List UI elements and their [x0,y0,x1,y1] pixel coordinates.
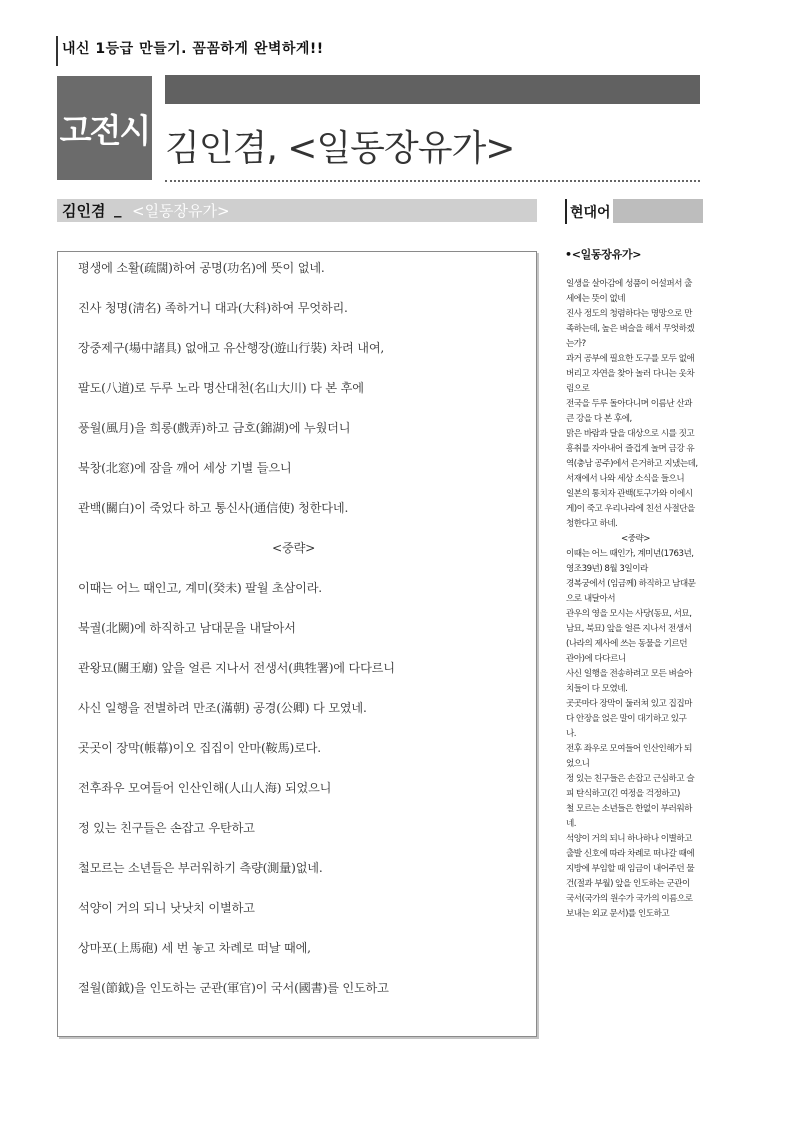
modern-line: 다 안장을 얹은 말이 대기하고 있구 [566,714,687,724]
modern-header-rule [565,199,567,224]
modern-line: 역(충남 공주)에서 은거하고 지냈는데, [566,459,698,469]
poem-line: 풍월(風月)을 희롱(戲弄)하고 금호(錦湖)에 누웠더니 [78,421,351,435]
poem-line: 관왕묘(關王廟) 앞을 얼른 지나서 전생서(典牲署)에 다다르니 [78,661,395,675]
modern-omission-mark: <중략> [621,534,651,544]
poem-line: 절월(節鉞)을 인도하는 군관(軍官)이 국서(國書)를 인도하고 [78,981,389,995]
modern-line: 영조39년) 8월 3일이라 [566,564,648,574]
modern-line: 림으로 [566,384,590,394]
header-slogan: 내신 1등급 만들기. 꼼꼼하게 완벽하게!! [62,41,324,57]
modern-header-bar [613,199,703,223]
modern-line: 국서(국가의 원수가 국가의 이름으로 [566,894,693,904]
section-separator: _ [114,200,122,218]
modern-line: 정 있는 친구들은 손잡고 근심하고 슬 [566,774,695,784]
modern-line: 철 모르는 소년들은 한없이 부러워하 [566,804,692,814]
modern-line: 경복궁에서 (임금께) 하직하고 남대문 [566,579,696,589]
modern-line: 곳곳마다 장막이 둘러쳐 있고 집집마 [566,699,692,709]
modern-line: 치들이 다 모였네. [566,684,628,694]
modern-line: 일본의 통치자 관백(토구가와 이에시 [566,489,693,499]
poem-line: 관백(關白)이 죽었다 하고 통신사(通信使) 청한다네. [78,501,349,515]
category-badge: 고전시 [57,76,152,180]
modern-line: (나라의 제사에 쓰는 동물을 기르던 [566,639,688,649]
title-divider [165,180,700,182]
modern-line: 서재에서 나와 세상 소식을 들으니 [566,474,685,484]
poem-line: 이때는 어느 때인고, 계미(癸未) 팔월 초삼이라. [78,581,322,595]
modern-line: 남묘, 북묘) 앞을 얼른 지나서 전생서 [566,624,692,634]
modern-line: 으로 내달아서 [566,594,616,604]
modern-line: 세에는 뜻이 없네 [566,294,626,304]
modern-line: 사신 일행을 전송하려고 모든 벼슬아 [566,669,692,679]
poem-line: 석양이 거의 되니 낫낫치 이별하고 [78,901,255,915]
poem-line: 정 있는 친구들은 손잡고 우탄하고 [78,821,255,835]
poem-line: 사신 일행을 전별하려 만조(滿朝) 공경(公卿) 다 모였네. [78,701,367,715]
modern-line: 과거 공부에 필요한 도구를 모두 없애 [566,354,695,364]
modern-heading: •<일동장유가> [565,248,642,261]
section-work-title: <일동장유가> [132,202,230,220]
poem-line: 철모르는 소년들은 부러워하기 측량(測量)없네. [78,861,323,875]
modern-line: 건(절과 부월) 앞을 인도하는 군관이 [566,879,690,889]
modern-translation-label: 현대어 [570,205,611,221]
modern-line: 지방에 부임할 때 임금이 내어주던 물 [566,864,695,874]
poem-box [57,251,537,1037]
modern-line: 관우의 영을 모시는 사당(동묘, 서묘, [566,609,692,619]
modern-line: 전후 좌우로 모여들어 인산인해가 되 [566,744,692,754]
title-bar [165,75,700,104]
modern-line: 버리고 자연을 찾아 놀러 다니는 옷차 [566,369,695,379]
modern-line: 는가? [566,339,586,349]
section-author: 김인겸 [62,202,106,220]
poem-line: 평생에 소활(疏闊)하여 공명(功名)에 뜻이 없네. [78,261,325,275]
poem-line: 진사 청명(淸名) 족하거니 대과(大科)하여 무엇하리. [78,301,348,315]
modern-line: 흥취를 자아내어 즐겁게 놀며 금강 유 [566,444,695,454]
header-rule [56,36,58,66]
modern-line: 게)이 죽고 우리나라에 친선 사절단을 [566,504,695,514]
modern-line: 석양이 거의 되니 하나하나 이별하고 [566,834,692,844]
poem-line: 북궐(北闕)에 하직하고 남대문을 내달아서 [78,621,296,635]
modern-line: 나. [566,729,577,739]
modern-line: 관아)에 다다르니 [566,654,626,664]
poem-line: 장중제구(場中諸具) 없애고 유산행장(遊山行裝) 차려 내여, [78,341,385,355]
poem-omission-mark: <중략> [272,541,316,555]
modern-line: 피 탄식하고(긴 여정을 걱정하고) [566,789,680,799]
modern-line: 맑은 바람과 달을 대상으로 시를 짓고 [566,429,695,439]
poem-line: 곳곳이 장막(帳幕)이오 집집이 안마(鞍馬)로다. [78,741,321,755]
modern-line: 이때는 어느 때인가, 계미년(1763년, [566,549,694,559]
modern-line: 출발 신호에 따라 차례로 떠나갈 때에 [566,849,695,859]
poem-line: 북창(北窓)에 잠을 깨어 세상 기별 들으니 [78,461,292,475]
poem-line: 전후좌우 모여들어 인산인해(人山人海) 되었으니 [78,781,332,795]
section-header-bar [57,199,537,222]
modern-line: 진사 정도의 청렴하다는 명망으로 만 [566,309,692,319]
poem-line: 팔도(八道)로 두루 노라 명산대천(名山大川) 다 본 후에 [78,381,364,395]
page-title: 김인겸, <일동장유가> [165,128,515,169]
modern-line: 었으니 [566,759,590,769]
modern-line: 청한다고 하네. [566,519,618,529]
modern-line: 족하는데, 높은 벼슬을 해서 무엇하겠 [566,324,695,334]
modern-line: 전국을 두루 돌아다니며 이름난 산과 [566,399,692,409]
modern-line: 일생을 살아감에 성품이 어설퍼서 출 [566,279,692,289]
modern-line: 보내는 외교 문서)를 인도하고 [566,909,670,919]
poem-line: 상마포(上馬砲) 세 번 놓고 차례로 떠날 때에, [78,941,311,955]
modern-line: 네. [566,819,577,829]
modern-line: 큰 강을 다 본 후에, [566,414,632,424]
